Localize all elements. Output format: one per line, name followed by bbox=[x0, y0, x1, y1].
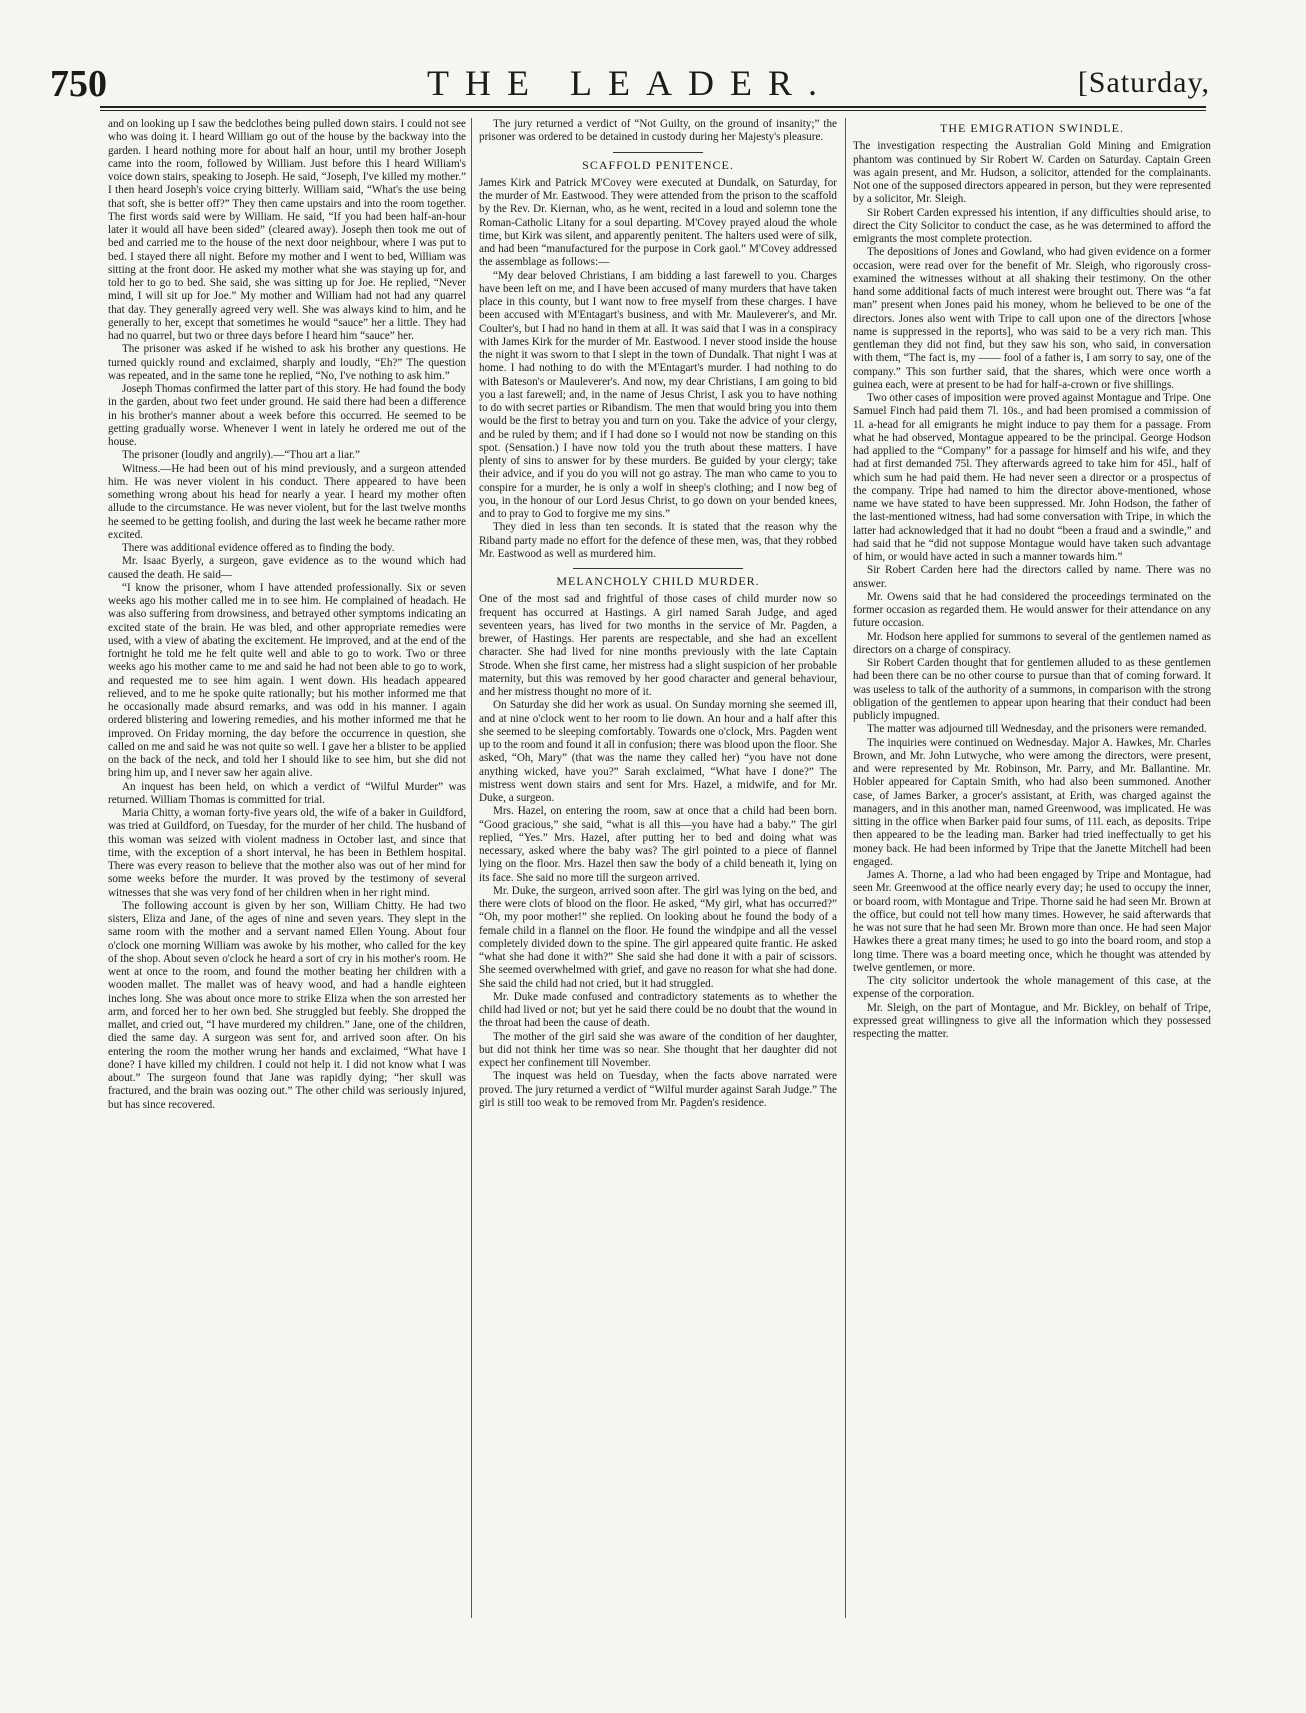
paragraph: Mr. Duke made confused and contradictory statements as to whether the child had lived or not; but yet he said there could be no doubt that the wound in the throat had been the cause of death. bbox=[479, 990, 837, 1030]
section-rule bbox=[613, 152, 703, 153]
masthead-rule-thin bbox=[100, 110, 1206, 111]
paragraph: The following account is given by her son, William Chitty. He had two sisters, Eliza and Jane, of the ages of nine and seven years. They slept in the same room with the mother and a servant named Ellen Young. About four o'clock one morning William was awoke by his mother, who called for the key of the shop. About seven o'clock he heard a sort of cry in his mother's room. He went at once to the room, and found the mother beating her children with a wooden mallet. The mallet was of heavy wood, and had a handle eighteen inches long. She was about once more to strike Eliza when the son arrested her arm, and forced her to her own bed. She struggled but feebly. She dropped the mallet, and cried out, “I have murdered my children.” Jane, one of the children, died the same day. A surgeon was sent for, and arrived soon after. On his entering the room the mother wrung her hands and exclaimed, “What have I done? I have killed my children. I could not help it. I did not know what I was about.” The surgeon found that Jane was rapidly dying; “her skull was fractured, and the brain was oozing out.” The other child was seriously injured, but has since recovered. bbox=[108, 899, 466, 1111]
paragraph: The inquest was held on Tuesday, when the facts above narrated were proved. The jury returned a verdict of “Wilful murder against Sarah Judge.” The girl is still too weak to be removed from Mr. Pagden's residence. bbox=[479, 1070, 837, 1109]
section-rule bbox=[573, 568, 743, 569]
page-number: 750 bbox=[50, 63, 107, 105]
paragraph: Joseph Thomas confirmed the latter part of this story. He had found the body in the garden, about two feet under ground. He said there had been a difference in his brother's manner about a week before this occurred. He seemed to be getting gradually worse. Whenever I went in lately he ordered me out of the house. bbox=[108, 383, 466, 448]
paragraph: The mother of the girl said she was aware of the condition of her daughter, but did not think her time was so near. She thought that her daughter did not expect her confinement till November. bbox=[479, 1030, 837, 1069]
heading-child-murder: MELANCHOLY CHILD MURDER. bbox=[556, 574, 760, 588]
paragraph: Mr. Sleigh, on the part of Montague, and Mr. Bickley, on behalf of Tripe, expressed great willingness to give all the information which they possessed respecting the matter. bbox=[853, 1001, 1211, 1040]
paragraph: The depositions of Jones and Gowland, who had given evidence on a former occasion, were read over for the benefit of Mr. Sleigh, who rigorously cross-examined the witnesses without at all shaking their testimony. On the other hand some additional facts of much interest were brought out. There was “a fat man” present when Jones paid his money, whom he believed to be one of the directors. Jones also went with Tripe to call upon one of the directors [whose name is suppressed in the reports], who was said to be a very rich man. This gentleman they did not find, but they saw his son, who said, in conversation with them, “The fact is, my —— fool of a father is, I am sorry to say, one of the company.” This son further said, that the shares, which were once worth a guinea each, were at present to be had for half-a-crown or five shillings. bbox=[853, 246, 1211, 391]
newspaper-title: THE LEADER. bbox=[427, 63, 833, 103]
paragraph: The prisoner was asked if he wished to ask his brother any questions. He turned quickly round and exclaimed, sharply and loudly, “Eh?” The question was repeated, and in the same tone he replied, “No, I've nothing to ask him.” bbox=[108, 343, 466, 382]
paragraph: Two other cases of imposition were proved against Montague and Tripe. One Samuel Finch had paid them 7l. 10s., and had been promised a commission of 1l. a-head for all emigrants he might induce to pay them for a passage. From what he had observed, Montague appeared to be the principal. George Hodson had applied to the “Company” for a passage for himself and his wife, and they had at first demanded 75l. They afterwards agreed to take him for 45l., half of which sum he had paid them. He had never seen a director or a prospectus of the company. Tripe had named to him the director above-mentioned, whose name we have stated to have been suppressed. Mr. John Hodson, the father of the last-mentioned witness, had had some conversation with Tripe, in which the latter had acknowledged that it had no doubt “been a fraud and a swindle,” and had said that he “did not suppose Montague would have taken such advantage of him, or would have acted in such a manner towards him.” bbox=[853, 392, 1211, 563]
paragraph: Witness.—He had been out of his mind previously, and a surgeon attended him. He was never violent in his conduct. There appeared to have been something wrong about his head for nearly a year. I heard my mother often allude to the circumstance. He was never violent, but for the last twelve months he seemed to be getting foolish, and during the last week he became rather more excited. bbox=[108, 462, 466, 541]
masthead bbox=[50, 62, 1210, 108]
paragraph: Sir Robert Carden here had the directors called by name. There was no answer. bbox=[853, 564, 1211, 590]
masthead-rule bbox=[100, 106, 1206, 108]
paragraph: The inquiries were continued on Wednesday. Major A. Hawkes, Mr. Charles Brown, and Mr. John Lutwyche, who were among the directors, were present, and were represented by Mr. Robinson, Mr. Parry, and Mr. Ballantine. Mr. Hobler appeared for Captain Smith, who had also been summoned. Another case, of James Barker, a grocer's assistant, at Erith, was charged against the managers, and in this another man, named Greenwood, was implicated. He was sitting in the office when Barker paid four sums, of 11l. each, as deposits. Tripe then appeared to be the leading man. Barker had tried ineffectually to get his money back. He had been informed by Tripe that the Janette Mitchell had been engaged. bbox=[853, 736, 1211, 868]
paragraph: Sir Robert Carden thought that for gentlemen alluded to as these gentlemen had been there can be no other course to pursue than that of coming forward. It was useless to talk of the authority of a summons, in comparison with the strong obligation of the gentlemen to appear upon hearing that their conduct had been publicly impugned. bbox=[853, 657, 1211, 722]
paragraph: James Kirk and Patrick M'Covey were executed at Dundalk, on Saturday, for the murder of Mr. Eastwood. They were attended from the prison to the scaffold by the Rev. Dr. Kiernan, who, as he went, recited in a loud and solemn tone the Roman-Catholic Litany for a soul departing. M'Covey prayed aloud the whole time, but Kirk was silent, and apparently penitent. The halters used were of silk, and had been “manufactured for the purpose in Cork gaol.” M'Covey addressed the assemblage as follows:— bbox=[479, 176, 837, 269]
paragraph: Mr. Isaac Byerly, a surgeon, gave evidence as to the wound which had caused the death. He said— bbox=[108, 555, 466, 581]
paragraph: One of the most sad and frightful of those cases of child murder now so frequent has occurred at Hastings. A girl named Sarah Judge, and aged seventeen years, has lived for two months in the service of Mr. Pagden, a brewer, of Hastings. Her parents are respectable, and she had an excellent character. She had lived for nine months previously with the late Captain Strode. When she first came, her mistress had a slight suspicion of her probable maternity, but this was removed by her good character and general behaviour, and her mistress thought no more of it. bbox=[479, 593, 837, 698]
paragraph: The matter was adjourned till Wednesday, and the prisoners were remanded. bbox=[867, 723, 1207, 736]
heading-scaffold-penitence: SCAFFOLD PENITENCE. bbox=[582, 157, 734, 172]
paragraph: The city solicitor undertook the whole management of this case, at the expense of the corporation. bbox=[853, 975, 1211, 1001]
paragraph: and on looking up I saw the bedclothes being pulled down stairs. I could not see who was doing it. I heard William go out of the house by the backway into the garden. I heard nothing more for about half an hour, until my brother Joseph came into the room, followed by William. Just before this I heard William's voice down stairs, speaking to Joseph. He said, “Joseph, I've killed my mother.” I then heard Joseph's voice crying bitterly. William said, “What's the use being that soft, she is better off?” They then came upstairs and into the room together. The first words said were by William. He said, “If you had been half-an-hour later it would all have been sided” (cleared away). Joseph then took me out of bed and carried me to the house of the next door neighbour, where I was put to bed. I stayed there all night. Before my mother and I went to bed, William was sitting at the front door. He asked my mother what she was staying up for, and told her to go to bed. She said, she was sitting up for Joe. He replied, “Never mind, I will sit up for Joe.” My mother and William had not had any quarrel that day. They generally agreed very well. She was always kind to him, and he generally to her, except that sometimes he would “sauce” her a little. They had had no quarrel, but two or three days before I heard him “sauce” her. bbox=[108, 118, 466, 342]
paragraph: There was additional evidence offered as to finding the body. bbox=[122, 542, 395, 554]
paragraph: Mr. Hodson here applied for summons to several of the gentlemen named as directors on a charge of conspiracy. bbox=[853, 630, 1211, 656]
paragraph: James A. Thorne, a lad who had been engaged by Tripe and Montague, had seen Mr. Greenwood at the office nearly every day; he used to occupy the inner, or board room, with Montague and Tripe. Thorne said he had seen Mr. Brown at the office, but could not tell how many times. However, he said afterwards that he was not sure that he had seen Mr. Brown more than once. He had seen Major Hawkes there a great many times; he used to go into the board room, and stop a long time. There was a board meeting once, which he thought was attended by twelve gentlemen, or more. bbox=[853, 869, 1211, 974]
issue-day: [Saturday, bbox=[1077, 66, 1210, 99]
column-3 bbox=[853, 118, 1211, 1636]
paragraph: They died in less than ten seconds. It is stated that the reason why the Riband party made no effort for the defence of these men, was, that they robbed Mr. Eastwood as well as murdered him. bbox=[479, 521, 837, 560]
paragraph: Sir Robert Carden expressed his intention, if any difficulties should arise, to direct the City Solicitor to conduct the case, as he was determined to afford the emigrants the most complete protection. bbox=[853, 206, 1211, 245]
heading-emigration-swindle: THE EMIGRATION SWINDLE. bbox=[940, 121, 1124, 135]
paragraph: The prisoner (loudly and angrily).—“Thou art a liar.” bbox=[122, 449, 360, 462]
paragraph: On Saturday she did her work as usual. On Sunday morning she seemed ill, and at nine o'clock went to her room to lie down. An hour and a half after this she seemed to be sleeping comfortably. Towards one o'clock, Mrs. Pagden went up to the room and found it all in confusion; there was blood upon the floor. She asked, “Oh, Mary” (that was the name they called her) “you have not done anything wicked, have you?” Sarah exclaimed, “What have I done?” The mistress went down stairs and sent for Mrs. Hazel, a midwife, and for Mr. Duke, a surgeon. bbox=[479, 699, 837, 804]
paragraph: Mrs. Hazel, on entering the room, saw at once that a child had been born. “Good gracious,” she said, “what is all this—you have had a baby.” The girl replied, “Yes.” Mrs. Hazel, after putting her to bed and doing what was necessary, asked where the baby was? The girl pointed to a piece of flannel lying on the floor. Mrs. Hazel then saw the body of a child beneath it, lying on its face. She said no more till the surgeon arrived. bbox=[479, 805, 837, 884]
column-divider bbox=[845, 118, 846, 1618]
paragraph: Mr. Duke, the surgeon, arrived soon after. The girl was lying on the bed, and there were clots of blood on the floor. He asked, “My girl, what has occurred?” “Oh, my poor mother!” she replied. On looking about he found the body of a female child in a flannel on the floor. He found the windpipe and all the vessel completely divided down to the spine. The girl appeared quite frantic. He asked “what she had done it with?” She said she had done it with a pair of scissors. She seemed overwhelmed with grief, and gave no reason for what she had done. She said the child had not cried, but it had struggled. bbox=[479, 884, 837, 990]
paragraph: The investigation respecting the Australian Gold Mining and Emigration phantom was continued by Sir Robert W. Carden on Saturday. Captain Green was again present, and Mr. Hudson, a solicitor, attended for the complainants. Not one of the supposed directors appeared in person, but they were represented by a solicitor, Mr. Sleigh. bbox=[853, 140, 1211, 206]
column-2 bbox=[479, 118, 837, 1636]
paragraph: “My dear beloved Christians, I am bidding a last farewell to you. Charges have been left on me, and I have been accused of many murders that have taken place in this county, but I want now to free myself from these charges. I have been accused with M'Entagart's business, and with Mr. Mauleverer's, and Mr. Coulter's, but I had no hand in them at all. It was said that I was in a conspiracy with James Kirk for the murder of Mr. Eastwood. I never stood inside the house the night it was sworn to that I slept in the town of Dundalk. That night I was at home. I had nothing to do with the M'Entagart's murder. I had nothing to do with Bateson's or Mauleverer's. And now, my dear Christians, I am going to bid you a last farewell; and, in the name of Jesus Christ, I ask you to have nothing to do with secret parties or Ribandism. The men that would bring you into them would be the first to betray you and turn on you. Take the advice of your clergy, and be ruled by them; and if I had done so I would not now be standing on this spot. (Sensation.) I have now told you the truth about these matters. I have plenty of sins to answer for by these murders. Be guided by your clergy; take their advice, and if you do you will not go astray. The man who came to you to conspire for a murder, he is only a wolf in sheep's clothing; and I now beg of you, in the honour of our Lord Jesus Christ, to go down on your bended knees, and to pray to God to forgive me my sins.” bbox=[479, 269, 837, 520]
paragraph: Mr. Owens said that he had considered the proceedings terminated on the former occasion as regarded them. He would answer for their attendance on any future occasion. bbox=[853, 590, 1211, 630]
paragraph: Maria Chitty, a woman forty-five years old, the wife of a baker in Guildford, was tried at Guildford, on Tuesday, for the murder of her child. The husband of this woman was seized with violent madness in October last, and since that time, with the exception of a short interval, he has been in Bethlem hospital. There was every reason to believe that the mother also was out of her mind for some weeks before the murder. It was proved by the testimony of several witnesses that she was very fond of her children when in her right mind. bbox=[108, 807, 466, 899]
column-1 bbox=[108, 118, 466, 1636]
paragraph: The jury returned a verdict of “Not Guilty, on the ground of insanity;” the prisoner was ordered to be detained in custody during her Majesty's pleasure. bbox=[479, 118, 837, 144]
paragraph: “I know the prisoner, whom I have attended professionally. Six or seven weeks ago his mother called me in to see him. He complained of headach. He was also suffering from drowsiness, and betrayed other symptoms indicating an excited state of the brain. He was bled, and other appropriate remedies were used, with a view of abating the excitement. He improved, and at the end of the fortnight he told me he felt quite well and able to go to work. Two or three weeks ago his mother came to me and said he had not been able to go to work, and requested me to see him again. I went down. His headach appeared relieved, and to me he spoke quite rationally; but his mother informed me that he occasionally made absurd remarks, and was odd in his manner. I again ordered blistering and lowering remedies, and his mother informed me that he improved. On Friday morning, the day before the occurrence in question, she called on me and said he was not quite so well. I gave her a blister to be applied on the back of the neck, and told her I should like to see him, but she did not bring him up, and I never saw her again alive. bbox=[108, 581, 466, 780]
paragraph: An inquest has been held, on which a verdict of “Wilful Murder” was returned. William Thomas is committed for trial. bbox=[108, 780, 466, 806]
column-divider bbox=[471, 118, 472, 1618]
